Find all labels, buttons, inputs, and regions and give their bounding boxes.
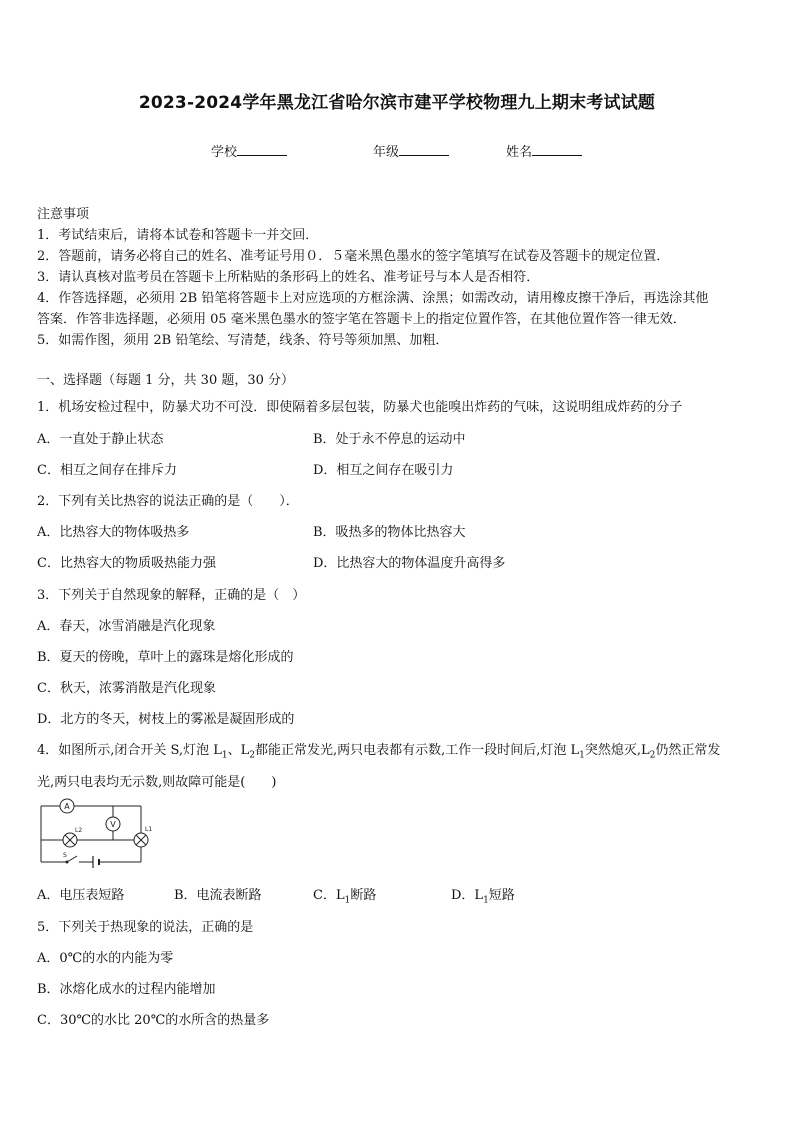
- switch-label: S: [63, 852, 67, 859]
- q5-option-c: C．30℃的水比 20℃的水所含的热量多: [37, 1013, 270, 1028]
- q3-option-d: D．北方的冬天，树枝上的雾凇是凝固形成的: [37, 712, 295, 727]
- notice-item: 4．作答选择题，必须用 2B 铅笔将答题卡上对应选项的方框涂满、涂黑；如需改动，请用橡皮擦干净后，再选涂其他: [37, 291, 709, 306]
- school-blank: [237, 143, 287, 156]
- notice-item: 3．请认真核对监考员在答题卡上所粘贴的条形码上的姓名、准考证号与本人是否相符．: [37, 270, 540, 285]
- school-field: [211, 141, 287, 160]
- notice-item: 2．答题前，请务必将自己的姓名、准考证号用０．５毫米黑色墨水的签字笔填写在试卷及答题卡的规定位置．: [37, 249, 670, 264]
- q4-option-c: C．$L_1$断路: [313, 888, 377, 906]
- name-field: [506, 141, 582, 160]
- q3-option-a: A．春天，冰雪消融是汽化现象: [37, 619, 216, 634]
- voltmeter-label: V: [110, 820, 116, 829]
- lamp-l1-label: L1: [145, 826, 153, 833]
- switch-blade: [67, 856, 77, 862]
- notice-item: 1．考试结束后，请将本试卷和答题卡一并交回．: [37, 228, 319, 243]
- q2-option-b: B．吸热多的物体比热容大: [313, 525, 466, 540]
- school-label: 学校: [211, 145, 238, 160]
- q4-option-d: D．$L_1$短路: [451, 888, 515, 906]
- q5-option-b: B．冰熔化成水的过程内能增加: [37, 982, 216, 997]
- grade-field: [373, 141, 449, 160]
- q1-option-a: A．一直处于静止状态: [37, 432, 164, 447]
- q3-option-c: C．秋天，浓雾消散是汽化现象: [37, 681, 216, 696]
- q3-option-b: B．夏天的傍晚，草叶上的露珠是熔化形成的: [37, 650, 294, 665]
- q1-stem: 1．机场安检过程中，防暴犬功不可没．即使隔着多层包装，防暴犬也能嗅出炸药的气味，这说明组成炸药的分子: [37, 400, 683, 415]
- q4-stem: 4．如图所示,闭合开关 S,灯泡 $L_1$、$L_2$都能正常发光,两只电表都有示数,工作一段时间后,灯泡 $L_1$突然熄灭$,L_2$仍然正常发: [37, 743, 721, 761]
- notice-item: 答案．作答非选择题，必须用 05 毫米黑色墨水的签字笔在答题卡上的指定位置作答，在其他位置作答一律无效．: [37, 312, 686, 327]
- q2-option-a: A．比热容大的物体吸热多: [37, 525, 190, 540]
- q2-stem: 2．下列有关比热容的说法正确的是（ ）．: [37, 494, 299, 509]
- name-label: 姓名: [506, 145, 533, 160]
- q3-stem: 3．下列关于自然现象的解释，正确的是（ ）: [37, 588, 306, 603]
- q1-option-b: B．处于永不停息的运动中: [313, 432, 466, 447]
- page-title: 2023-2024学年黑龙江省哈尔滨市建平学校物理九上期末考试试题: [138, 93, 656, 113]
- grade-label: 年级: [373, 145, 400, 160]
- q5-option-a: A．0℃的水的内能为零: [37, 951, 174, 966]
- q4-stem-line2: 光,两只电表均无示数,则故障可能是( ): [37, 775, 277, 790]
- q1-option-d: D．相互之间存在吸引力: [313, 463, 454, 478]
- q2-option-c: C．比热容大的物质吸热能力强: [37, 556, 216, 571]
- section-heading: 一、选择题（每题 1 分，共 30 题，30 分）: [37, 373, 295, 388]
- q1-option-c: C．相互之间存在排斥力: [37, 463, 177, 478]
- q5-stem: 5．下列关于热现象的说法，正确的是: [37, 920, 254, 935]
- grade-blank: [399, 143, 449, 156]
- name-blank: [532, 143, 582, 156]
- ammeter-label: A: [64, 802, 70, 811]
- q2-option-d: D．比热容大的物体温度升高得多: [313, 556, 506, 571]
- circuit-diagram: [37, 796, 153, 868]
- q4-option-b: B．电流表断路: [174, 888, 262, 903]
- notice-heading: 注意事项: [37, 207, 90, 222]
- lamp-l2-label: L2: [75, 827, 83, 834]
- notice-item: 5．如需作图，须用 2B 铅笔绘、写清楚，线条、符号等须加黑、加粗．: [37, 333, 449, 348]
- q4-option-a: A．电压表短路: [37, 888, 125, 903]
